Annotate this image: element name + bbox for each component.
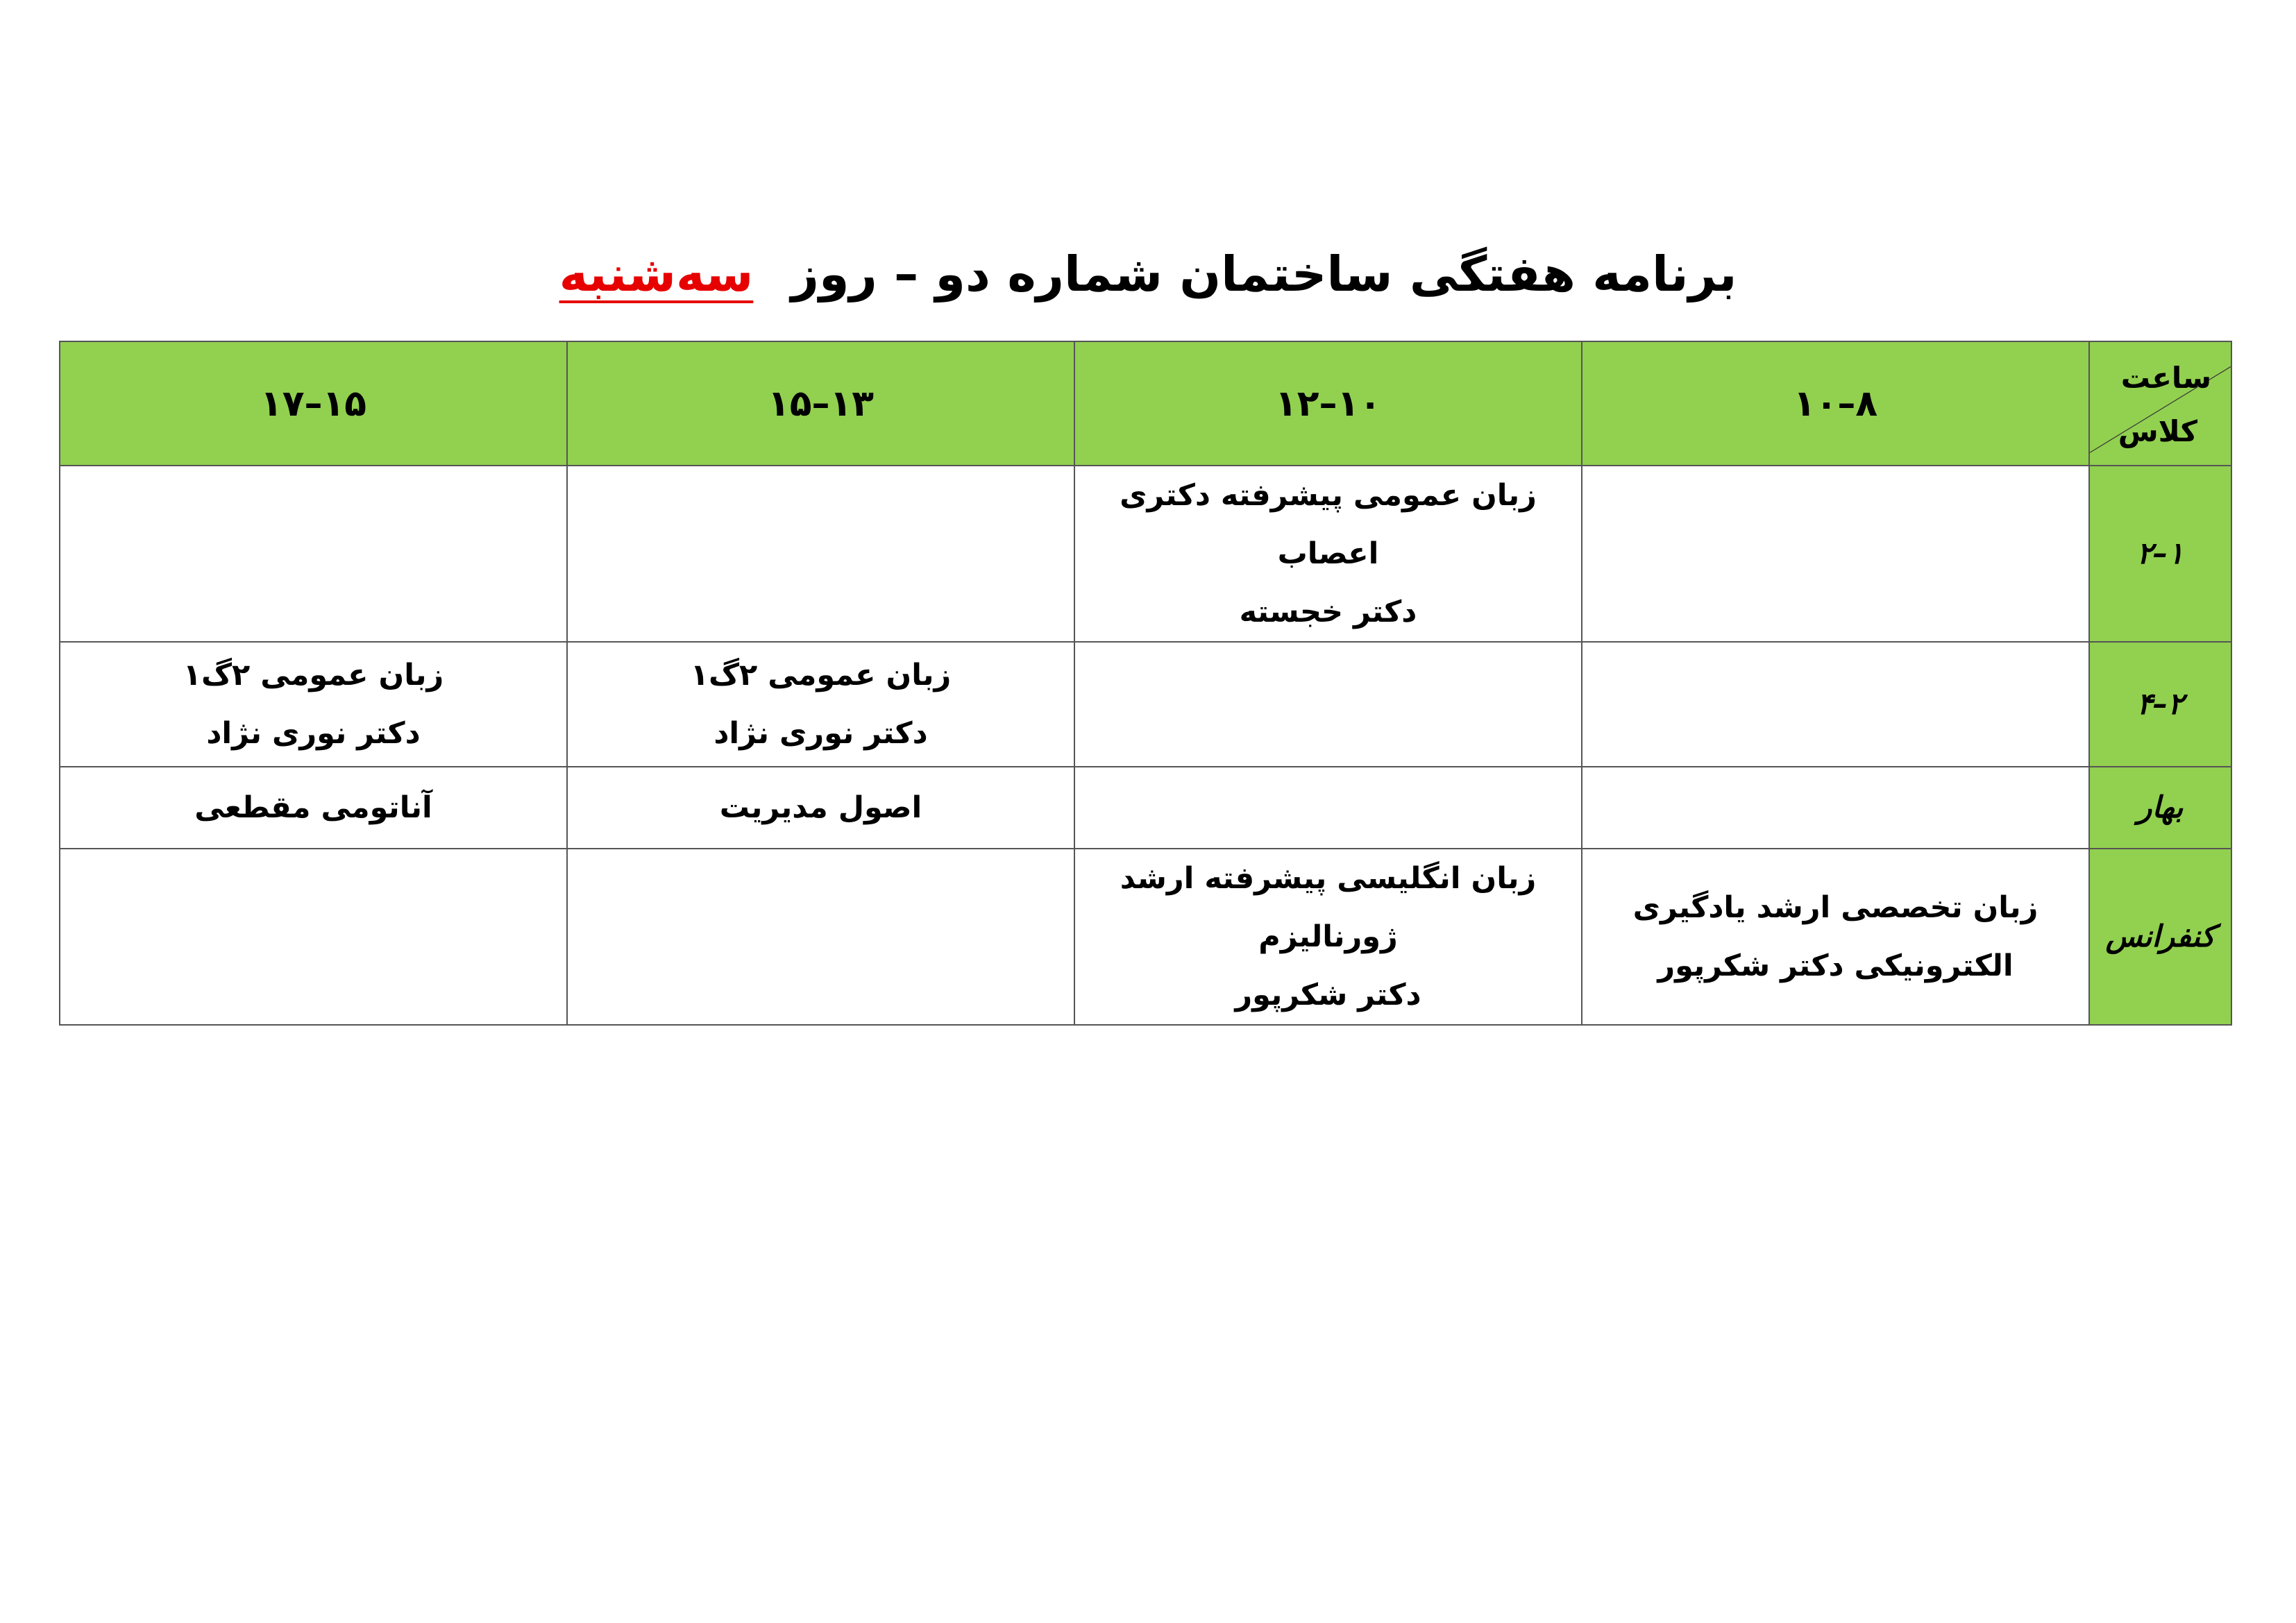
row-label: ۱–۲ xyxy=(2089,466,2231,642)
course-name: اصول مدیریت xyxy=(719,790,922,825)
schedule-table xyxy=(59,341,2232,1026)
course-name: زبان عمومی پیشرفته دکتری اعصاب xyxy=(1120,478,1537,571)
header-row xyxy=(60,341,2231,466)
schedule-cell xyxy=(1074,466,1582,642)
title-day: سه‌شنبه xyxy=(559,246,754,303)
page-title xyxy=(0,232,2296,316)
schedule-cell xyxy=(1074,767,1582,849)
course-name: زبان عمومی ۲گ۱ xyxy=(690,658,952,692)
course-name: زبان عمومی ۲گ۱ xyxy=(183,658,444,692)
row-label: کنفرانس xyxy=(2089,849,2231,1025)
schedule-cell xyxy=(1074,642,1582,767)
corner-class-label: کلاس xyxy=(2118,414,2197,448)
schedule-cell xyxy=(567,767,1074,849)
schedule-cell xyxy=(1582,849,2089,1025)
schedule-cell xyxy=(567,849,1074,1025)
instructor-name: دکتر خجسته xyxy=(1239,595,1417,629)
course-name: آناتومی مقطعی xyxy=(194,790,432,825)
course-name-continued: الکترونیکی دکتر شکرپور xyxy=(1657,949,2014,983)
course-name: زبان انگلیسی پیشرفته ارشد ژورنالیزم xyxy=(1120,861,1537,954)
time-slot-header: ۱۵–۱۷ xyxy=(60,341,567,466)
schedule-cell xyxy=(60,466,567,642)
schedule-cell xyxy=(60,642,567,767)
schedule-cell xyxy=(60,849,567,1025)
row-label: بهار xyxy=(2089,767,2231,849)
schedule-cell xyxy=(60,767,567,849)
row-label: ۲–۴ xyxy=(2089,642,2231,767)
time-slot-header: ۱۳–۱۵ xyxy=(567,341,1074,466)
title-text: برنامه هفتگی ساختمان شماره دو – روز xyxy=(791,246,1737,303)
schedule-cell xyxy=(1582,642,2089,767)
table-row xyxy=(60,767,2231,849)
course-name: زبان تخصصی ارشد یادگیری xyxy=(1632,890,2038,925)
schedule-cell xyxy=(567,466,1074,642)
schedule-cell xyxy=(1074,849,1582,1025)
instructor-name: دکتر نوری نژاد xyxy=(206,716,421,751)
time-slot-header: ۱۰–۱۲ xyxy=(1074,341,1582,466)
table-row xyxy=(60,466,2231,642)
instructor-name: دکتر شکرپور xyxy=(1235,978,1421,1012)
schedule-cell xyxy=(1582,767,2089,849)
table-row xyxy=(60,642,2231,767)
schedule-cell xyxy=(1582,466,2089,642)
corner-cell xyxy=(2089,341,2231,466)
instructor-name: دکتر نوری نژاد xyxy=(714,716,928,751)
corner-time-label: ساعت xyxy=(2120,361,2211,395)
table-row xyxy=(60,849,2231,1025)
schedule-cell xyxy=(567,642,1074,767)
time-slot-header: ۸–۱۰ xyxy=(1582,341,2089,466)
